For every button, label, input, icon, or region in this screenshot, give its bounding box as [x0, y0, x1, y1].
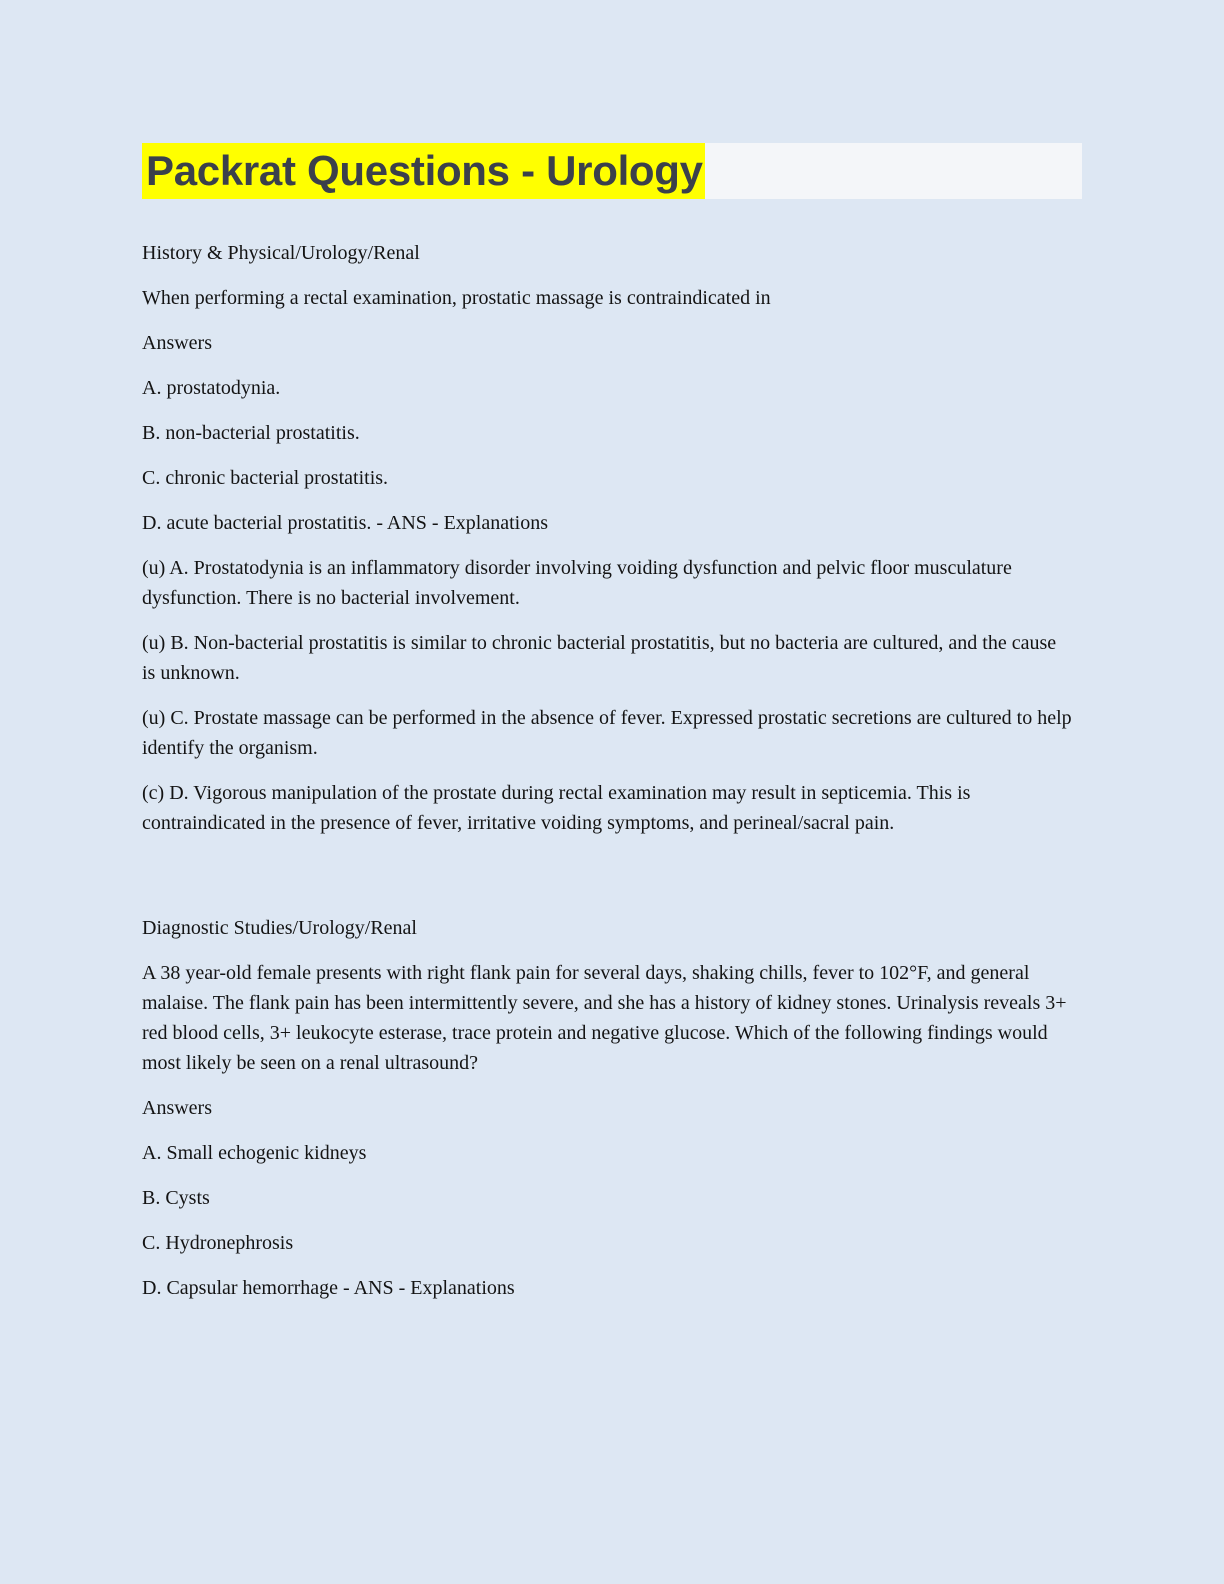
explanation-item: (u) A. Prostatodynia is an inflammatory disorder involving voiding dysfunction and pelvic floor musculature dysfunction. There is no bacterial involvement. [142, 557, 1012, 609]
document-body [142, 238, 1072, 1318]
answers-label: Answers [142, 332, 212, 354]
document-title-band [142, 143, 1082, 199]
answer-option: C. chronic bacterial prostatitis. [142, 467, 389, 489]
answer-option: C. Hydronephrosis [142, 1232, 294, 1254]
question-stem: When performing a rectal examination, prostatic massage is contraindicated in [142, 287, 771, 309]
title-highlight [142, 143, 705, 199]
page-title: Packrat Questions - Urology [146, 147, 703, 194]
question-category: Diagnostic Studies/Urology/Renal [142, 917, 417, 939]
question-stem: A 38 year-old female presents with right flank pain for several days, shaking chills, fever to 102°F, and general malaise. The flank pain has been intermittently severe, and she has a history of kidney stones. Urinalysis reveals 3+ red blood cells, 3+ leukocyte esterase, trace protein and negative glucose. Which of the following findings would most likely be seen on a renal ultrasound? [142, 962, 1067, 1074]
answer-option: B. Cysts [142, 1187, 210, 1209]
answers-label: Answers [142, 1097, 212, 1119]
explanation-item: (u) C. Prostate massage can be performed in the absence of fever. Expressed prostatic secretions are cultured to help identify the organism. [142, 707, 1072, 759]
explanation-item: (c) D. Vigorous manipulation of the prostate during rectal examination may result in septicemia. This is contraindicated in the presence of fever, irritative voiding symptoms, and perineal/sacral pain. [142, 782, 971, 834]
explanation-item: (u) B. Non-bacterial prostatitis is similar to chronic bacterial prostatitis, but no bacteria are cultured, and the cause is unknown. [142, 632, 1057, 684]
answer-option: D. Capsular hemorrhage - ANS - Explanations [142, 1277, 515, 1299]
answer-option: A. Small echogenic kidneys [142, 1142, 367, 1164]
answer-option: B. non-bacterial prostatitis. [142, 422, 360, 444]
answer-option: D. acute bacterial prostatitis. - ANS - Explanations [142, 512, 549, 534]
question-category: History & Physical/Urology/Renal [142, 242, 420, 264]
answer-option: A. prostatodynia. [142, 377, 281, 399]
